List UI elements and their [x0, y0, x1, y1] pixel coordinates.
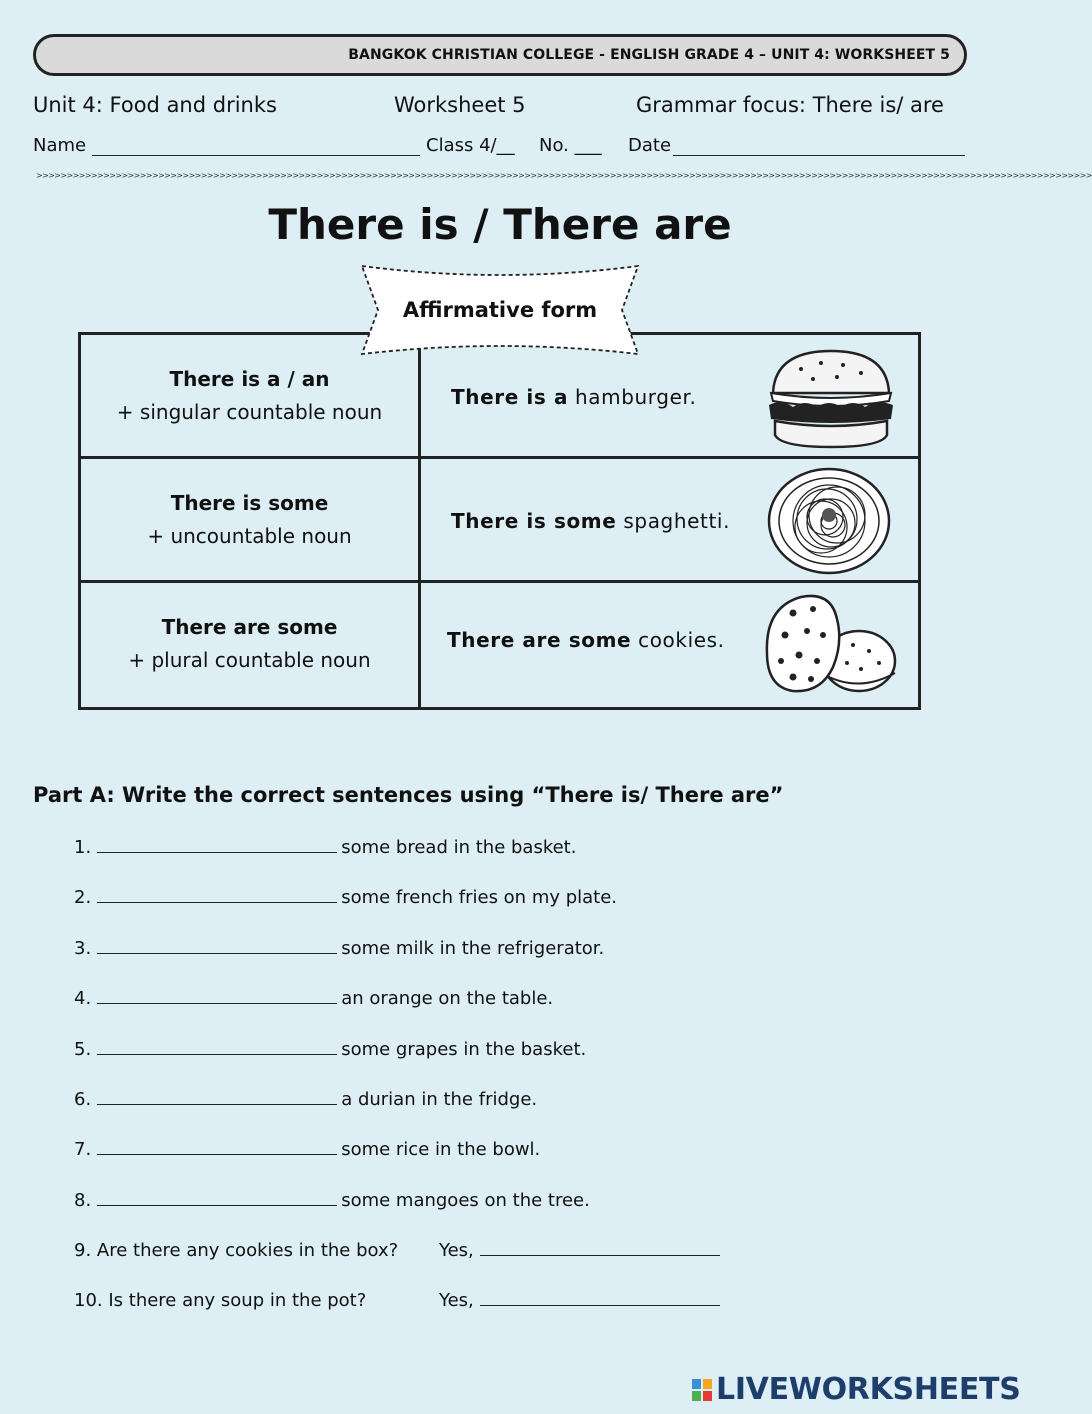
- question-text: some milk in the refrigerator.: [341, 938, 605, 959]
- rule-cell: [81, 487, 418, 553]
- rule-bold: There are some: [161, 615, 338, 639]
- page-title: There is / There are: [268, 200, 732, 249]
- question-number: 7.: [74, 1139, 92, 1160]
- question-text: 10. Is there any soup in the pot?: [74, 1290, 367, 1311]
- example-cell: [447, 628, 725, 652]
- example-rest: spaghetti.: [616, 509, 731, 533]
- list-item: [74, 1240, 474, 1261]
- list-item: [74, 1139, 540, 1160]
- question-number: 6.: [74, 1089, 92, 1110]
- example-bold: There is a: [451, 385, 569, 409]
- spaghetti-icon: [761, 465, 901, 577]
- list-item: [74, 1089, 537, 1110]
- list-item: [74, 988, 553, 1009]
- list-item: [74, 938, 604, 959]
- answer-field[interactable]: [480, 1254, 720, 1256]
- name-field[interactable]: [92, 155, 420, 156]
- rule-bold: There is a / an: [169, 367, 330, 391]
- answer-field[interactable]: [97, 1204, 337, 1206]
- rule-cell: [81, 363, 418, 429]
- question-text: some mangoes on the tree.: [341, 1190, 590, 1211]
- part-a-heading: Part A: Write the correct sentences using “There is/ There are”: [33, 783, 784, 807]
- example-bold: There is some: [451, 509, 617, 533]
- question-number: 8.: [74, 1190, 92, 1211]
- worksheet-banner: [33, 34, 967, 76]
- grammar-table: [78, 332, 921, 710]
- rule-bold: There is some: [170, 491, 329, 515]
- answer-field[interactable]: [97, 1053, 337, 1055]
- cookies-icon: [761, 589, 901, 701]
- table-row: [81, 459, 918, 583]
- list-item: [74, 887, 617, 908]
- separator-line: >>>>>>>>>>>>>>>>>>>>>>>>>>>>>>>>>>>>>>>>>>>>>>>>>>>>>>>>>>>>>>>>>>>>>>>>>>>>>>>>>>>>>>>>>>>>>>>>>>>>>>>>>>>>>>>>>>>>>>>>>>>>>>>>>>>>>>>>>>>>>>>>>>>>>>>>>>>>>>>>>>>>>>>>>>>>>: [36, 171, 1092, 180]
- class-label: Class 4/__: [426, 135, 515, 156]
- list-item: [74, 1039, 586, 1060]
- liveworksheets-logo[interactable]: LIVEWORKSHEETS: [716, 1372, 1021, 1407]
- worksheet-label: Worksheet 5: [394, 93, 526, 117]
- yes-answer: [439, 1290, 724, 1311]
- list-item: [74, 1190, 590, 1211]
- question-text: some rice in the bowl.: [341, 1139, 541, 1160]
- example-bold: There are some: [447, 628, 632, 652]
- question-number: 1.: [74, 837, 92, 858]
- answer-field[interactable]: [97, 1103, 337, 1105]
- date-label: Date: [628, 135, 672, 156]
- question-text: an orange on the table.: [341, 988, 554, 1009]
- name-label: Name: [33, 135, 87, 156]
- rule-detail: + plural countable noun: [128, 648, 371, 672]
- answer-field[interactable]: [97, 952, 337, 954]
- example-rest: hamburger.: [568, 385, 697, 409]
- ribbon-label: Affirmative form: [402, 298, 598, 322]
- rule-detail: + singular countable noun: [116, 400, 383, 424]
- rule-detail: + uncountable noun: [147, 524, 352, 548]
- unit-label: Unit 4: Food and drinks: [33, 93, 277, 117]
- question-text: some bread in the basket.: [341, 837, 577, 858]
- yes-label: Yes,: [439, 1290, 474, 1311]
- yes-answer: [439, 1240, 724, 1261]
- list-item: [74, 1290, 474, 1311]
- hamburger-icon: [761, 341, 901, 453]
- example-cell: [451, 385, 696, 409]
- grammar-focus-label: Grammar focus: There is/ are: [636, 93, 944, 117]
- number-label: No. ___: [539, 135, 602, 156]
- table-row: [81, 583, 918, 707]
- date-field[interactable]: [673, 155, 965, 156]
- example-rest: cookies.: [631, 628, 725, 652]
- answer-field[interactable]: [97, 1153, 337, 1155]
- answer-field[interactable]: [97, 1002, 337, 1004]
- question-number: 4.: [74, 988, 92, 1009]
- question-text: some french fries on my plate.: [341, 887, 618, 908]
- yes-label: Yes,: [439, 1240, 474, 1261]
- rule-cell: [81, 611, 418, 677]
- example-cell: [451, 509, 730, 533]
- question-text: some grapes in the basket.: [341, 1039, 587, 1060]
- list-item: [74, 837, 576, 858]
- answer-field[interactable]: [97, 901, 337, 903]
- question-number: 5.: [74, 1039, 92, 1060]
- question-number: 3.: [74, 938, 92, 959]
- banner-text: BANGKOK CHRISTIAN COLLEGE - ENGLISH GRADE 4 – UNIT 4: WORKSHEET 5: [348, 47, 950, 63]
- question-text: 9. Are there any cookies in the box?: [74, 1240, 399, 1261]
- question-text: a durian in the fridge.: [341, 1089, 538, 1110]
- liveworksheets-logo-icon: [692, 1379, 712, 1401]
- question-number: 2.: [74, 887, 92, 908]
- answer-field[interactable]: [480, 1304, 720, 1306]
- answer-field[interactable]: [97, 851, 337, 853]
